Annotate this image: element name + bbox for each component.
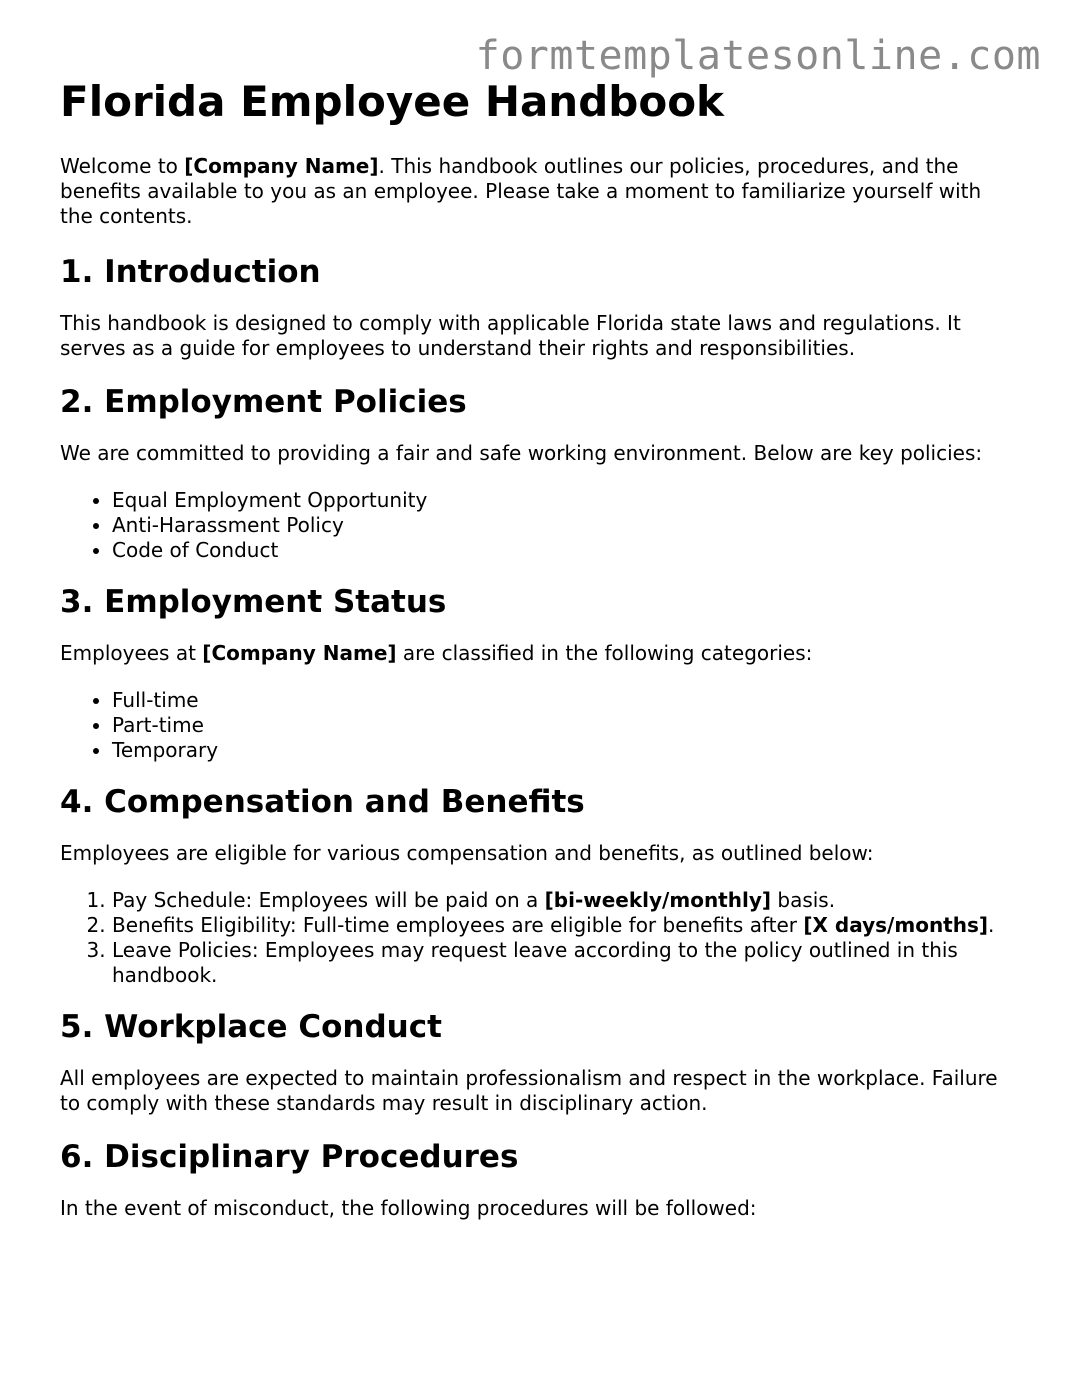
intro-paragraph — [60, 154, 1020, 229]
section-heading-disciplinary: 6. Disciplinary Procedures — [60, 1139, 519, 1175]
list-item: • Anti-Harassment Policy — [112, 513, 1020, 538]
pay-schedule-end: basis. — [771, 888, 836, 912]
document-body — [60, 76, 1020, 1243]
status-list — [60, 688, 1020, 763]
list-item — [112, 888, 1020, 913]
eligibility-period-placeholder: [X days/months] — [803, 913, 989, 937]
company-name-placeholder: [Company Name] — [184, 154, 379, 178]
section-text-disciplinary: In the event of misconduct, the following procedures will be followed: — [60, 1196, 757, 1220]
pay-schedule-text: Pay Schedule: Employees will be paid on a — [112, 888, 545, 912]
list-item: • Temporary — [112, 738, 1020, 763]
section-heading-policies: 2. Employment Policies — [60, 384, 467, 420]
section-heading-conduct: 5. Workplace Conduct — [60, 1009, 442, 1045]
status-text-end: are classified in the following categories: — [396, 641, 813, 665]
compensation-list — [60, 888, 1020, 988]
company-name-placeholder: [Company Name] — [202, 641, 397, 665]
list-item: • Part-time — [112, 713, 1020, 738]
intro-text-end: . This handbook outlines our policies, procedures, and the benefits available to you as an employee. Please take a moment to familiarize yourself with the contents. — [60, 154, 982, 228]
status-text-start: Employees at — [60, 641, 203, 665]
section-text-compensation: Employees are eligible for various compensation and benefits, as outlined below: — [60, 841, 874, 865]
section-text-introduction: This handbook is designed to comply with applicable Florida state laws and regulations. It serves as a guide for employees to understand their rights and responsibilities. — [60, 311, 961, 360]
section-heading-status: 3. Employment Status — [60, 584, 447, 620]
watermark: formtemplatesonline.com — [475, 33, 1041, 79]
list-item — [112, 913, 1020, 938]
section-heading-compensation: 4. Compensation and Benefits — [60, 784, 585, 820]
policies-list — [60, 488, 1020, 563]
benefits-eligibility-text: Benefits Eligibility: Full-time employees are eligible for benefits after — [112, 913, 804, 937]
list-item: • Full-time — [112, 688, 1020, 713]
intro-text-start: Welcome to — [60, 154, 185, 178]
section-text-conduct: All employees are expected to maintain professionalism and respect in the workplace. Failure to comply with these standards may result in disciplinary action. — [60, 1066, 998, 1115]
document-title: Florida Employee Handbook — [60, 77, 724, 126]
list-item: 3. Leave Policies: Employees may request leave according to the policy outlined in this handbook. — [112, 938, 1020, 988]
benefits-eligibility-end: . — [988, 913, 995, 937]
list-item: • Code of Conduct — [112, 538, 1020, 563]
pay-frequency-placeholder: [bi-weekly/monthly] — [544, 888, 772, 912]
section-text-policies: We are committed to providing a fair and safe working environment. Below are key policies: — [60, 441, 983, 465]
section-heading-introduction: 1. Introduction — [60, 254, 321, 290]
section-text-status — [60, 641, 1020, 666]
list-item: • Equal Employment Opportunity — [112, 488, 1020, 513]
